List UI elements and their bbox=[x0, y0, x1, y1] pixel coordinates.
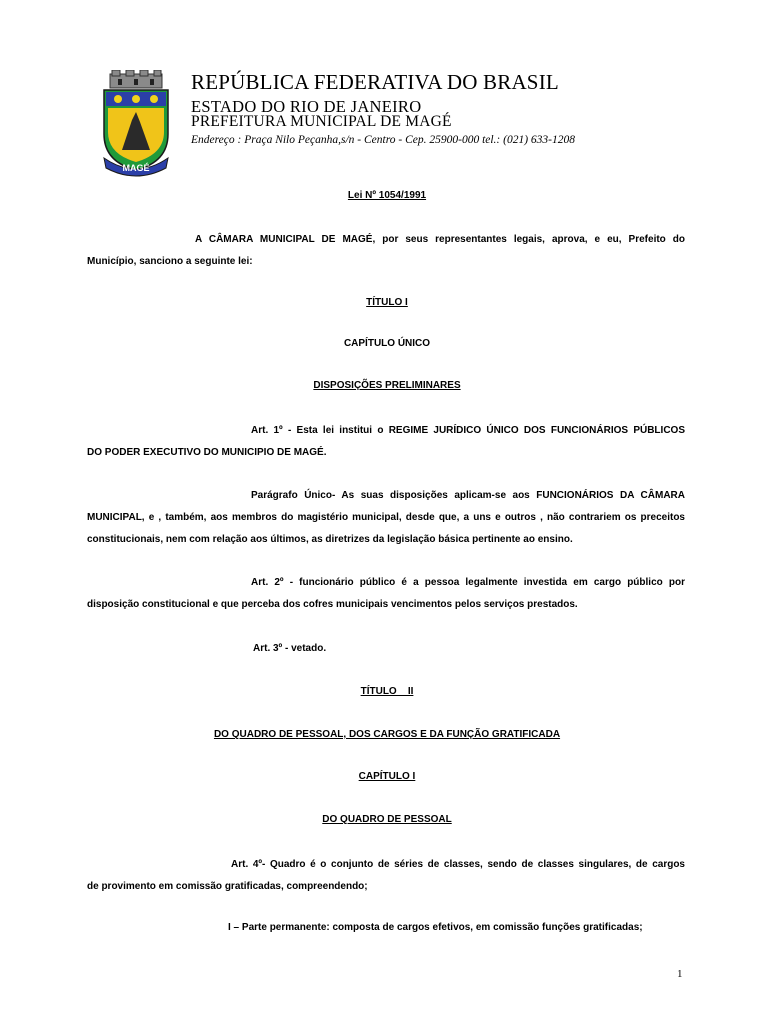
article-2-line-2: disposição constitucional e que perceba dos cofres municipais vencimentos pelos serviços prestados. bbox=[87, 599, 578, 610]
header-address: Endereço : Praça Nilo Peçanha,s/n - Centro - Cep. 25900-000 tel.: (021) 633-1208 bbox=[191, 134, 576, 146]
article-1 bbox=[87, 420, 685, 464]
article-4-line-2: de provimento em comissão gratificadas, compreendendo; bbox=[87, 881, 368, 892]
paragrafo-line-1: Parágrafo Único- As suas disposições aplicam-se aos FUNCIONÁRIOS DA CÂMARA bbox=[251, 490, 685, 501]
article-1-line-1: Art. 1º - Esta lei institui o REGIME JURÍDICO ÚNICO DOS FUNCIONÁRIOS PÚBLICOS bbox=[251, 425, 685, 436]
article-3 bbox=[87, 638, 685, 660]
header-state: ESTADO DO RIO DE JANEIRO bbox=[191, 97, 422, 116]
intro-paragraph bbox=[87, 229, 685, 273]
capitulo-1: CAPÍTULO I bbox=[358, 771, 416, 782]
paragrafo-line-3: constitucionais, nem com relação aos últimos, as diretrizes da legislação básica pertinente ao ensino. bbox=[87, 534, 573, 545]
law-title: Lei Nº 1054/1991 bbox=[347, 190, 427, 201]
titulo-1: TÍTULO I bbox=[366, 297, 408, 308]
paragrafo-line-2: MUNICIPAL, e , também, aos membros do magistério municipal, desde que, a uns e outros , não contrariem os preceitos bbox=[87, 512, 685, 523]
item-1-line: I – Parte permanente: composta de cargos efetivos, em comissão funções gratificadas; bbox=[228, 922, 643, 933]
municipal-crest-icon bbox=[96, 70, 176, 178]
intro-line-2: Município, sanciono a seguinte lei: bbox=[87, 256, 253, 267]
paragrafo-unico bbox=[87, 485, 685, 551]
page-number: 1 bbox=[677, 968, 683, 980]
capitulo-unico: CAPÍTULO ÚNICO bbox=[343, 338, 431, 349]
article-4-line-1: Art. 4º- Quadro é o conjunto de séries de classes, sendo de classes singulares, de cargos bbox=[231, 859, 685, 870]
header-republic: REPÚBLICA FEDERATIVA DO BRASIL bbox=[191, 70, 559, 94]
article-2-line-1: Art. 2º - funcionário público é a pessoa legalmente investida em cargo público por bbox=[251, 577, 685, 588]
header-prefecture: PREFEITURA MUNICIPAL DE MAGÉ bbox=[191, 113, 452, 130]
titulo-2: TÍTULO II bbox=[360, 686, 414, 697]
crest-ribbon-text: MAGÉ bbox=[122, 163, 150, 173]
article-1-line-2: DO PODER EXECUTIVO DO MUNICIPIO DE MAGÉ. bbox=[87, 447, 327, 458]
disposicoes-preliminares: DISPOSIÇÕES PRELIMINARES bbox=[313, 380, 461, 391]
article-2 bbox=[87, 572, 685, 616]
intro-line-1: A CÂMARA MUNICIPAL DE MAGÉ, por seus representantes legais, aprova, e eu, Prefeito do bbox=[195, 234, 685, 245]
item-1 bbox=[87, 917, 685, 939]
do-quadro-de-pessoal: DO QUADRO DE PESSOAL bbox=[322, 814, 452, 825]
article-3-line: Art. 3º - vetado. bbox=[253, 643, 327, 654]
quadro-title: DO QUADRO DE PESSOAL, DOS CARGOS E DA FUNÇÃO GRATIFICADA bbox=[213, 729, 561, 740]
article-4 bbox=[87, 854, 685, 898]
